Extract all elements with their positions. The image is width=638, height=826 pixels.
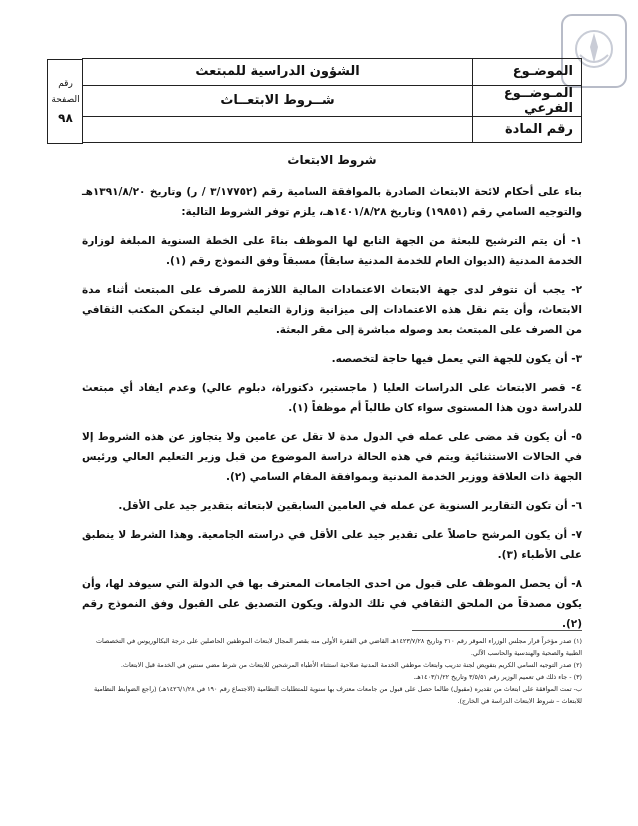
document-header — [51, 58, 582, 143]
footnote-divider — [412, 630, 582, 631]
subject-value: الشؤون الدراسية للمبتعث — [83, 59, 473, 85]
subsubject-label: المـوضــوع الفرعي — [503, 85, 573, 116]
page-info-box — [47, 59, 83, 144]
page-label: الصفحة — [51, 94, 80, 105]
footnote: (١) صدر مؤخراً قرار مجلس الوزراء الموقر رقم ٢١٠ وتاريخ ١٤٢٣/٧/٢٨هـ القاضي في الفقرة الأولى منه بقصر المجال لابتعاث الموظفين الحاصلين على درجة البكالوريوس في التخصصات الطبية والصحية والهندسية والحاسب الآلي. — [95, 637, 582, 657]
subsubject-value: شــروط الابتعــاث — [83, 86, 473, 116]
subject-row — [83, 59, 581, 86]
footnote: ب- تمت الموافقة على ابتعاث من تقديره (مقبول) طالما حصل على قبول من جامعات معترف بها سنوية للمتطلبات النظامية (الاجتماع رقم ١٩٠ في ١٤٢٦/١/٢٨هـ) (راجع الضوابط النظامية للابتعاث – شروط الابتعاث الدراسة في الخارج). — [93, 685, 582, 705]
footnote: (٢) صدر التوجيه السامي الكريم بتفويض لجنة تدريب وابتعاث موظفي الخدمة المدنية صلاحية استثناء الأطباء المرشحين للابتعاث من شرط مضي سنتين في الخدمة قبل الابتعاث. — [120, 661, 582, 669]
article-value — [83, 117, 473, 143]
document-body — [82, 150, 582, 643]
footnotes — [82, 630, 582, 707]
condition-item: ٧- أن يكون المرشح حاصلاً على تقدير جيد على الأقل في دراسته الجامعية. وهذا الشرط لا ينطبق على الأطباء (٣). — [82, 529, 582, 561]
subsubject-row — [83, 86, 581, 117]
number-label: رقم — [58, 78, 73, 89]
section-title: شروط الابتعاث — [287, 153, 377, 167]
article-label: رقم المادة — [505, 121, 573, 137]
condition-item: ٥- أن يكون قد مضى على عمله في الدول مدة لا تقل عن عامين ولا يتجاوز عن هذه الشروط إلا في الحالات الاستثنائية ويتم في هذه الحالة دراسة الموضوع من قبل وزير التعليم العالي ورئيس الجهة ذات العلاقة ووزير الخدمة المدنية وبموافقة المقام السامي (٢). — [82, 431, 582, 483]
condition-item: ٤- قصر الابتعاث على الدراسات العليا ( ماجستير، دكتوراة، دبلوم عالي) وعدم ايفاد أي مبتعث للدراسة دون هذا المستوى سواء كان طالباً أم موظفاً (١). — [82, 382, 582, 414]
footnote: (٣) - جاء ذلك في تعميم الوزير رقم ٣/٥/٥١ وتاريخ ١٤٠٣/١/٢٢هـ. — [413, 673, 582, 681]
condition-item: ٦- أن تكون التقارير السنوية عن عمله في العامين السابقين لابتعاثه بتقدير جيد على الأقل. — [118, 500, 582, 512]
article-row — [83, 117, 581, 143]
condition-item: ١- أن يتم الترشيح للبعثة من الجهة التابع لها الموظف بناءً على الخطة السنوية المبلغة لوزارة الخدمة المدنية (الديوان العام للخدمة المدنية سابقاً) مسبقاً وفق النموذج رقم (١). — [82, 235, 582, 267]
intro-paragraph: بناء على أحكام لائحة الابتعاث الصادرة بالموافقة السامية رقم (٣/١٧٧٥٢ / ر) وتاريخ ١٣٩١/٨/٢٠هـ والتوجيه السامي رقم (١٩٨٥١) وتاريخ ١٤٠١/٨/٢٨هـ، يلزم توفر الشروط التالية: — [82, 186, 582, 218]
condition-item: ٣- أن يكون للجهة التي يعمل فيها حاجة لتخصصه. — [331, 353, 582, 365]
page-number: ٩٨ — [58, 110, 73, 125]
subject-label: الموضـوع — [512, 64, 573, 80]
condition-item: ٢- يجب أن تتوفر لدى جهة الابتعاث الاعتمادات المالية اللازمة للصرف على المبتعث أثناء مدة الابتعاث، وأن يتم نقل هذه الاعتمادات إلى ميزانية وزارة التعليم العالي ليتمكن المكتب الثقافي من الصرف على المبتعث بعد وصوله مباشرة إلى مقر البعثة. — [82, 284, 582, 336]
condition-item: ٨- أن يحصل الموظف على قبول من احدى الجامعات المعترف بها في الدولة التي سيوفد لها، وأن يكون مصدقاً من الملحق الثقافي في تلك الدولة. ويكون التصديق على القبول وفق النموذج رقم (٢). — [82, 578, 582, 630]
